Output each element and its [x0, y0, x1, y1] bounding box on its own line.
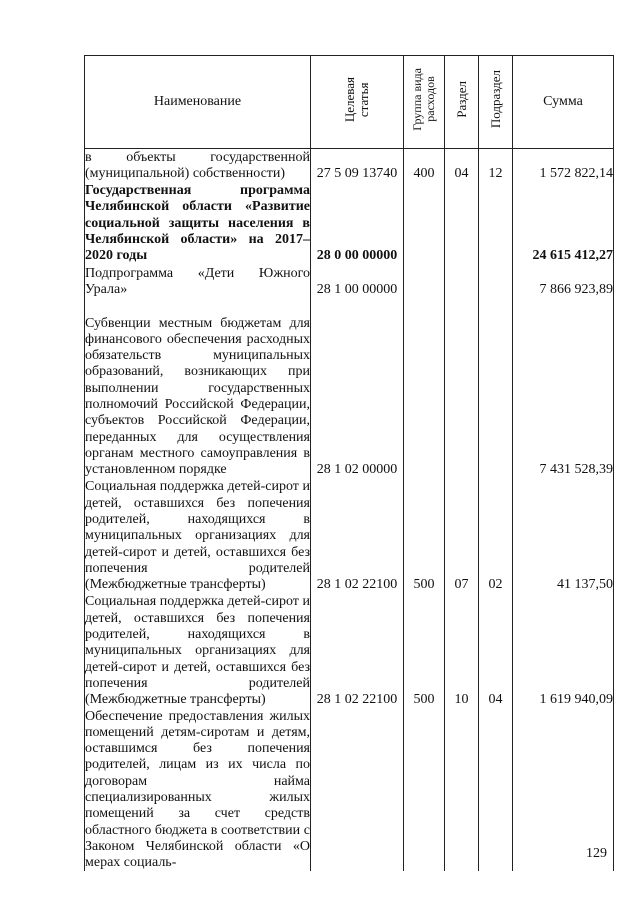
row-section: [445, 183, 479, 265]
row-subsection: [479, 299, 513, 479]
header-group: Группа вида расходов: [404, 56, 445, 149]
row-section: [445, 709, 479, 872]
row-name: Государственная программа Челябинской области «Развитие социальной защиты населения в Челябинской области» на 2017–2020 годы: [85, 183, 310, 264]
page-number: 129: [586, 846, 607, 861]
header-target: Целевая статья: [311, 56, 404, 149]
row-subsection: 04: [479, 594, 513, 709]
header-section: Раздел: [445, 56, 479, 149]
header-subsection: Подраздел: [479, 56, 513, 149]
table-header-row: [85, 56, 614, 149]
row-subsection: [479, 183, 513, 265]
row-code: 28 1 02 22100: [311, 479, 404, 594]
row-section: [445, 265, 479, 299]
row-name: Субвенции местным бюджетам для финансового обеспечения расходных обязательств муниципальных образований, возникающих при выполнении государственных полномочий Российской Федерации, субъектов Российской Федерации, переданных для осуществления органам местного самоуправления в установленном порядке: [85, 299, 311, 479]
row-sum: 1 619 940,09: [513, 594, 614, 709]
row-group: 500: [404, 479, 445, 594]
row-code: 28 1 02 00000: [311, 299, 404, 479]
row-group: 500: [404, 594, 445, 709]
row-code: 28 0 00 00000: [311, 183, 404, 265]
row-name: Подпрограмма «Дети Южного Урала»: [85, 265, 310, 298]
row-code: [311, 709, 404, 872]
row-sum: 24 615 412,27: [513, 183, 614, 265]
row-subsection: [479, 265, 513, 299]
row-subsection: 02: [479, 479, 513, 594]
table-row: [85, 299, 614, 479]
table-row: [85, 479, 614, 594]
row-code: 27 5 09 13740: [311, 149, 404, 183]
row-code: 28 1 02 22100: [311, 594, 404, 709]
budget-table: [84, 55, 614, 871]
row-group: [404, 183, 445, 265]
table-row: [85, 594, 614, 709]
row-section: 04: [445, 149, 479, 183]
row-subsection: [479, 709, 513, 872]
row-group: 400: [404, 149, 445, 183]
table-row: [85, 149, 614, 183]
header-name: Наименование: [85, 56, 311, 149]
table-row: [85, 709, 614, 872]
row-sum: 7 431 528,39: [513, 299, 614, 479]
row-name: Социальная поддержка детей-сирот и детей, оставшихся без попечения родителей, находящихся в муниципальных организациях для детей-сирот и детей, оставшихся без попечения родителей (Межбюджетные трансферты): [85, 479, 310, 593]
row-sum: 1 572 822,14: [513, 149, 614, 183]
table-row: [85, 265, 614, 299]
row-name: в объекты государственной (муниципальной) собственности): [85, 149, 310, 182]
table-row: [85, 183, 614, 265]
row-name: Социальная поддержка детей-сирот и детей, оставшихся без попечения родителей, находящихся в муниципальных организациях для детей-сирот и детей, оставшихся без попечения родителей (Межбюджетные трансферты): [85, 594, 310, 708]
row-code: 28 1 00 00000: [311, 265, 404, 299]
header-sum: Сумма: [513, 56, 614, 149]
row-group: [404, 709, 445, 872]
row-section: 10: [445, 594, 479, 709]
row-sum: 41 137,50: [513, 479, 614, 594]
row-name: Обеспечение предоставления жилых помещений детям-сиротам и детям, оставшимся без попечения родителей, лицам из их числа по договорам найма специализированных жилых помещений за счет средств областного бюджета в соответствии с Законом Челябинской области «О мерах социаль-: [85, 708, 310, 871]
row-group: [404, 299, 445, 479]
row-section: [445, 299, 479, 479]
row-subsection: 12: [479, 149, 513, 183]
row-group: [404, 265, 445, 299]
row-sum: 7 866 923,89: [513, 265, 614, 299]
row-section: 07: [445, 479, 479, 594]
